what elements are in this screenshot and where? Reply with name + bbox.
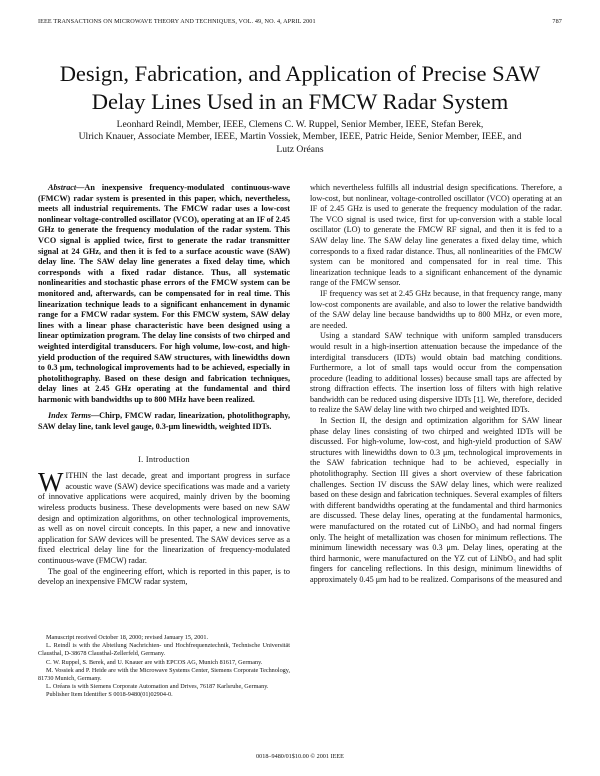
footnote-received: Manuscript received October 18, 2000; revised January 15, 2001. [46, 634, 209, 641]
copyright-footer: 0018–9480/01$10.00 © 2001 IEEE [256, 753, 344, 760]
intro-paragraph-2: The goal of the engineering effort, which is reported in this paper, is to develop an inexpensive FMCW radar system, [38, 566, 290, 587]
footnote-reindl: L. Reindl is with the Abteilung Nachrichten- und Hochfrequenztechnik, Technische Universität Clausthal, D-38678 Clausthal-Zellerfeld, Germany. [38, 642, 290, 658]
intro-paragraph-1 [38, 467, 290, 566]
footnote-vossiek: M. Vossiek and P. Heide are with the Microwave Systems Center, Siemens Corporate Technology, 81730 Munich, Germany. [38, 666, 290, 683]
authors-line-3: Lutz Oréans [276, 143, 324, 155]
authors-line-1: Leonhard Reindl, Member, IEEE, Clemens C. W. Ruppel, Senior Member, IEEE, Stefan Berek, [116, 119, 484, 130]
drop-cap: W [38, 467, 64, 498]
page-number: 787 [552, 18, 562, 25]
journal-header: IEEE TRANSACTIONS ON MICROWAVE THEORY AND TECHNIQUES, VOL. 49, NO. 4, APRIL 2001 [38, 18, 316, 25]
body-paragraph-3: Using a standard SAW technique with uniform sampled transducers would result in a high-insertion attenuation because the impedance of the interdigital transducers (IDTs) would obtain bad matching conditions. Furthermore, a lot of small taps would occur from the compensation procedure (leading to additional losses) because small taps are affected by strong diffraction effects. The insertion loss of filters with high relative bandwidth can be reduced using dispersive IDTs [1]. We, therefore, decided to realize the SAW delay line with two chirped and weighted IDTs. [310, 331, 562, 415]
abstract [38, 183, 290, 405]
authors-line-2: Ulrich Knauer, Associate Member, IEEE, Martin Vossiek, Member, IEEE, Patric Heide, Senior Member, IEEE, and [78, 131, 522, 143]
body-paragraph-1: which nevertheless fulfills all industrial design specifications. Therefore, a low-cost, but nonlinear, voltage-controlled oscillator (VCO) operating at an IF of 2.45 GHz is used to generate the frequency modulation of the radar. The VCO signal is used twice, first for up-conversion with a stable local oscillator (LO) to generate the FMCW RF signal, and then it is fed to a SAW delay line. The SAW delay line generates a fixed delay time, which corresponds to a fixed radar distance. Thus, all nonlinearities of the FMCW system can be monitored and compensated for in real time. This linearization technique leads to a significant enhancement of the dynamic range of the FMCW sensor. [310, 183, 562, 288]
section-heading-introduction: I. Introduction [138, 454, 190, 464]
footnote-oreans: L. Oréans is with Siemens Corporate Automation and Drives, 76187 Karlsruhe, Germany. [46, 683, 269, 691]
paper-title [20, 60, 580, 116]
running-header [38, 18, 562, 25]
left-column [38, 183, 290, 588]
footnotes [38, 634, 290, 700]
footnote-publisher-id: Publisher Item Identifier S 0018-9480(01)02904-0. [46, 691, 173, 699]
author-list [30, 119, 570, 156]
abstract-label: Abstract— [48, 183, 85, 192]
footnote-ruppel: C. W. Ruppel, S. Berek, and U. Knauer are with EPCOS AG, Munich 81617, Germany. [46, 658, 263, 666]
abstract-text: An inexpensive frequency-modulated continuous-wave (FMCW) radar system is presented in this paper, which, nevertheless, meets all industrial requirements. The FMCW radar uses a low-cost nonlinear voltage-controlled oscillator (VCO), operating at an IF of 2.45 GHz to generate the frequency modulation of the radar system. This VCO signal is applied twice, first to generate the radar transmitter signal at 24 GHz, and then it is fed to a surface acoustic wave (SAW) delay line. The SAW delay line generates a fixed delay time, which corresponds with a fixed radar distance. Thus, all systematic nonlinearities and stochastic phase errors of the FMCW system can be monitored and, afterwards, can be compensated for in real time. This linearization technique leads to a significant enhancement in dynamic range for a FMCW radar system. For this FMCW system, SAW delay lines with a linear phase characteristic have been designed using a linear optimization program. The delay line consists of two chirped and weighted interdigital transducers. For high volume, low-cost, and high-yield production of the required SAW structures, with linewidths down to 0.3 μm, technological improvements had to be achieved, especially in photolithography. Based on these design and fabrication techniques, delay lines at 2.45 GHz operating at the fundamental and third harmonic with bandwidths up to 800 MHz have been realized. [38, 183, 290, 404]
title-line-2: Delay Lines Used in an FMCW Radar System [91, 89, 509, 114]
title-line-1: Design, Fabrication, and Application of Precise SAW [59, 61, 541, 86]
index-terms-text: Chirp, FMCW radar, linearization, photolithography, SAW delay line, tank level gauge, 0.3-μm linewidth, weighted IDTs. [38, 411, 291, 432]
body-paragraph-4: In Section II, the design and optimization algorithm for SAW linear phase delay lines consisting of two chirped and weighted IDTs will be discussed. For high-volume, low-cost, and high-yield production of SAW structures with linewidths down to 0.3 μm, technological improvements in the SAW fabrication technique had to be achieved, especially in photolithography. Section III gives a short overview of these fabrication challenges. Section IV discuss the SAW delay lines, which were realized based on these design and fabrication techniques. Several examples of filters with different bandwidths operating at the fundamental and third harmonics are discussed. These delay lines, operating at the fundamental harmonics, were manufactured on the rotated cut of LiNbO₃ and had normal fingers only. The height of metallization was chosen for minimum reflections. The minimum linewidth necessary was 0.3 μm. Delay lines, operating at the third harmonic, were manufactured on the YZ cut of LiNbO₃ and had split fingers for canceling reflections. In this design, minimum linewidths of approximately 0.45 μm had to be realized. Comparisons of the measured and [310, 416, 562, 584]
body-paragraph-2: IF frequency was set at 2.45 GHz because, in that frequency range, many low-cost components are available, and also to lower the relative bandwidth of the SAW delay line because bandwidths up to 800 MHz, or even more, are needed. [310, 288, 562, 330]
index-terms [38, 411, 290, 432]
intro-paragraph-1-text: ITHIN the last decade, great and important progress in surface acoustic wave (SAW) device specifications was made and a variety of innovative applications were acquired, mainly driven by the booming wireless products business. These developments were based on new SAW design and optimization algorithms, on other technological improvements, as well as on novel circuit concepts. In this paper, a new and innovative application for SAW devices will be presented. The SAW devices serve as a fixed electrical delay line for the linearization of frequency-modulated continuous-wave (FMCW) radar. [38, 471, 290, 565]
right-column [310, 183, 562, 586]
index-terms-label: Index Terms— [48, 411, 100, 421]
